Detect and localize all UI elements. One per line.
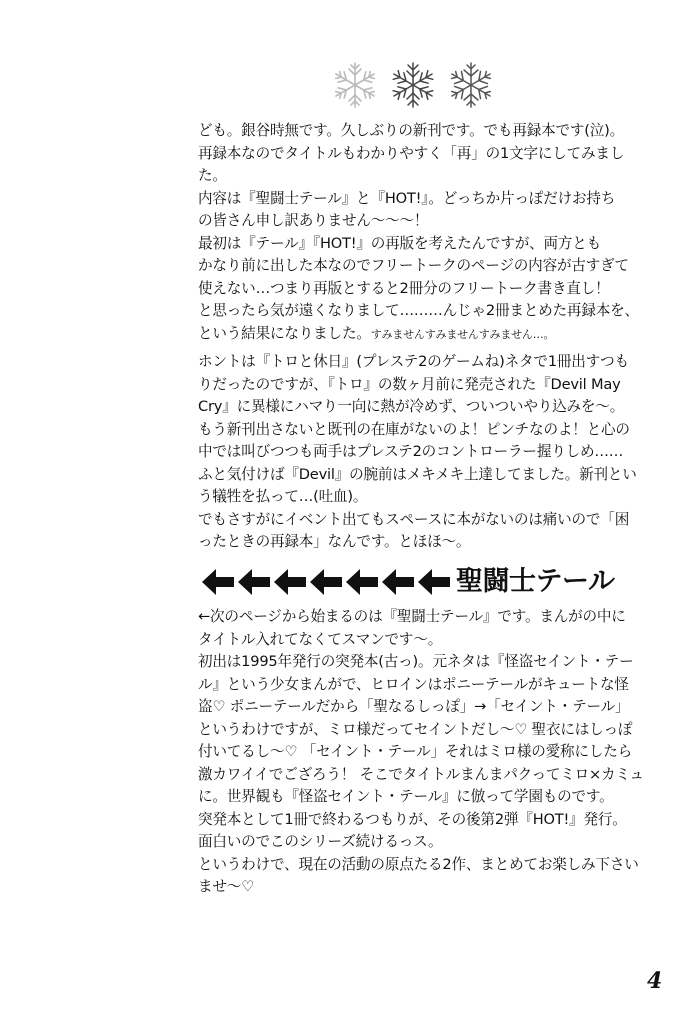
text-line: た。 <box>198 167 227 184</box>
snowflake-icon <box>330 60 380 110</box>
text-line: ませ〜♡ <box>198 878 255 895</box>
text-line: に。世界観も『怪盗セイント・テール』に倣って学園ものです。 <box>198 788 614 805</box>
text-line: というわけで、現在の活動の原点たる2作、まとめてお楽しみ下さい <box>198 855 639 873</box>
section-body <box>198 606 668 899</box>
text-line: 使えない…つまり再版とすると2冊分のフリートーク書き直し！ <box>198 279 610 297</box>
section-header <box>200 563 680 603</box>
text-line: もう新刊出さないと既刊の在庫がないのよ！ピンチなのよ！と心の <box>198 420 630 438</box>
text-line: ども。銀谷時無です。久しぶりの新刊です。でも再録本です(泣)。 <box>198 122 625 139</box>
text-line: ル』という少女まんがで、ヒロインはポニーテールがキュートな怪 <box>198 675 629 693</box>
text-line: タイトル入れてなくてスマンです〜。 <box>198 630 443 648</box>
section-title: 聖闘士テール <box>456 566 615 597</box>
text-line: の皆さん申し訳ありません〜〜〜！ <box>198 212 429 229</box>
text-line: う犠牲を払って…(吐血)。 <box>198 488 368 505</box>
snowflake-icon <box>446 60 496 110</box>
story-paragraph <box>198 351 668 554</box>
text-line <box>198 323 668 347</box>
text-line-main: という結果になりました。 <box>198 324 371 342</box>
text-line: 盗♡ ポニーテールだから「聖なるしっぽ」→「セイント・テール」 <box>198 698 630 715</box>
left-arrows-icon <box>200 565 454 599</box>
snowflake-decoration <box>330 60 500 120</box>
intro-paragraph <box>198 120 668 346</box>
text-line: ふと気付けば『Devil』の腕前はメキメキ上達してました。新刊とい <box>198 465 637 483</box>
text-line: 激カワイイでござろう！ そこでタイトルまんまパクってミロ×カミュ <box>198 765 644 783</box>
text-line: 面白いのでこのシリーズ続けるっス。 <box>198 833 443 850</box>
text-line: と思ったら気が遠くなりまして………んじゃ2冊まとめた再録本を、 <box>198 302 639 319</box>
text-line: 付いてるし〜♡ 「セイント・テール」それはミロ様の愛称にしたら <box>198 743 633 760</box>
text-line: ←次のページから始まるのは『聖闘士テール』です。まんがの中に <box>198 608 626 625</box>
text-line: というわけですが、ミロ様だってセイントだし〜♡ 聖衣にはしっぽ <box>198 720 633 738</box>
text-line: 初出は1995年発行の突発本(古っ)。元ネタは『怪盗セイント・テー <box>198 653 634 670</box>
snowflake-icon <box>388 60 438 110</box>
text-line: 最初は『テール』『HOT!』の再版を考えたんですが、両方とも <box>198 234 602 252</box>
text-line: かなり前に出した本なのでフリートークのページの内容が古すぎて <box>198 257 629 274</box>
text-line: Cry』に異様にハマり一向に熱が冷めず、ついついやり込みを〜。 <box>198 398 625 415</box>
text-line: 中では叫びつつも両手はプレステ2のコントローラー握りしめ…… <box>198 443 624 460</box>
text-line: 突発本として1冊で終わるつもりが、その後第2弾『HOT!』発行。 <box>198 810 627 828</box>
page-number: 4 <box>647 968 663 994</box>
apology-small-text: すみませんすみませんすみません…。 <box>370 327 555 341</box>
text-line: 再録本なのでタイトルもわかりやすく「再」の1文字にしてみまし <box>198 144 625 162</box>
text-line: りだったのですが、『トロ』の数ヶ月前に発売された『Devil May <box>198 375 621 393</box>
text-line: 内容は『聖闘士テール』と『HOT!』。どっちか片っぽだけお持ち <box>198 189 616 207</box>
text-line: ったときの再録本」なんです。とほほ〜。 <box>198 533 471 550</box>
text-line: ホントは『トロと休日』(プレステ2のゲームね)ネタで1冊出すつも <box>198 353 629 370</box>
text-line: でもさすがにイベント出てもスペースに本がないのは痛いので「困 <box>198 510 630 528</box>
